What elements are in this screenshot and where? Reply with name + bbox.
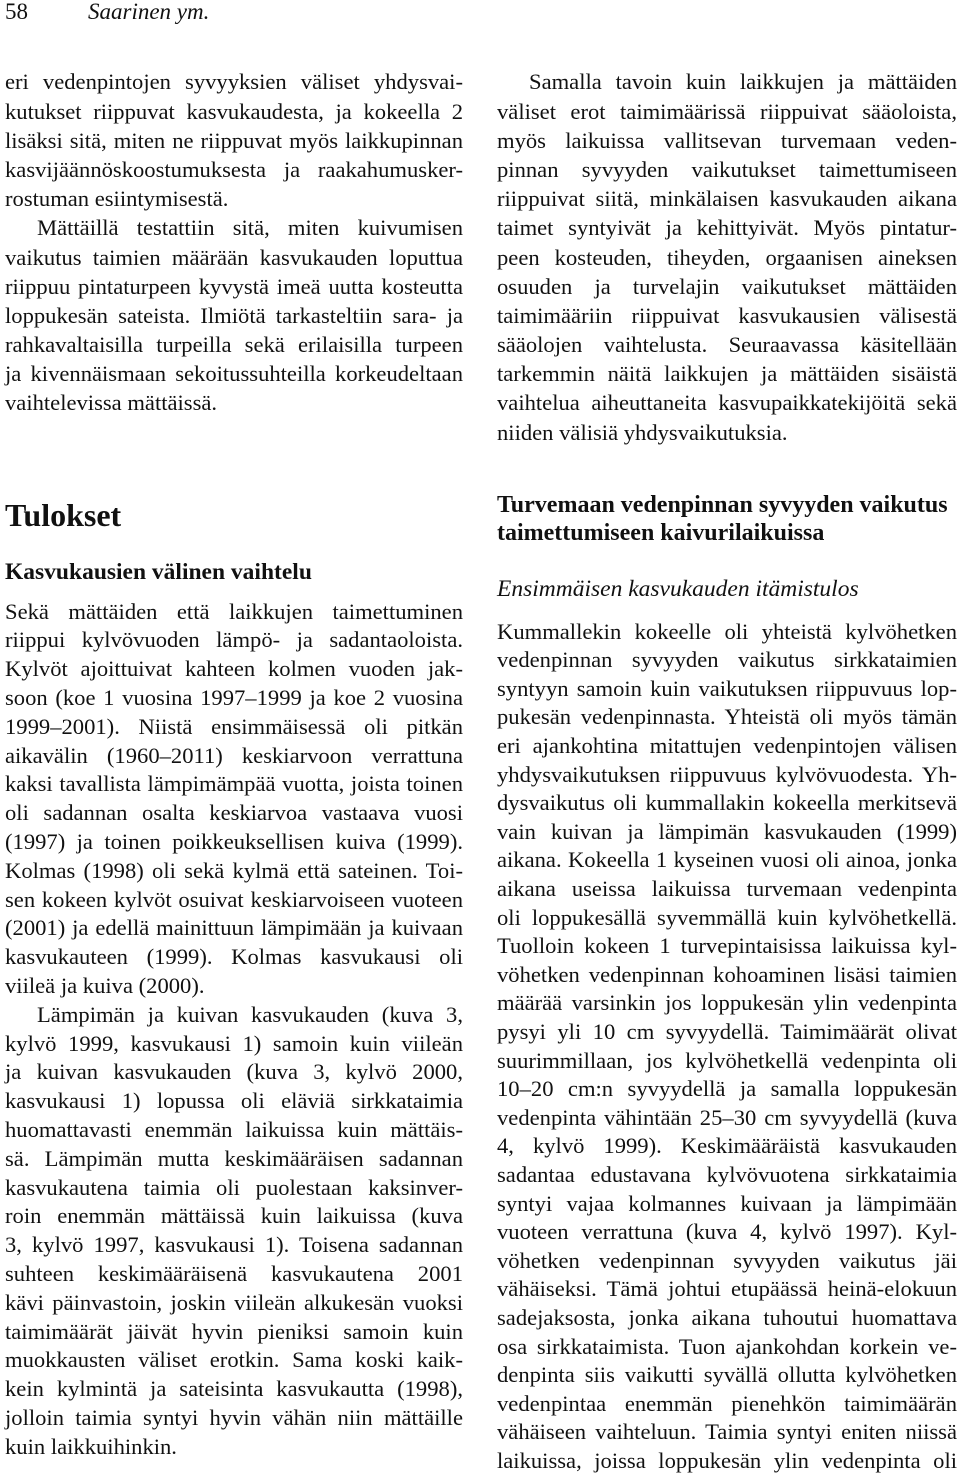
heading-line: taimettumiseen kaivurilaikuissa — [497, 520, 825, 546]
paragraph — [5, 1001, 463, 1462]
text-line: 1999–2001). Niistä ensimmäisessä oli pitkän — [5, 713, 463, 739]
running-title: Saarinen ym. — [88, 0, 210, 24]
text-line: vöhetken vedenpinnan syvyyden vaikutus jäi — [497, 1247, 957, 1273]
text-line: Lämpimän ja kuivan kasvukauden (kuva 3, — [37, 1001, 463, 1027]
text-line: jolloin taimia syntyi hyvin vähän niin mättäille — [5, 1404, 463, 1430]
paragraph — [5, 67, 463, 213]
text-line: niiden välisiä yhdysvaikutuksia. — [497, 419, 788, 445]
text-line: riippui kylvövuoden lämpö- ja sadantaoloista. — [5, 627, 463, 653]
text-line: kasvukautena taimia oli puolestaan kaksinver- — [5, 1174, 463, 1200]
text-line: kasvijäännöskoostumuksesta ja raakahumusker- — [5, 156, 463, 182]
text-line: vaikutus taimien määrään kasvukauden loputtua — [5, 244, 463, 270]
text-line: kaksi tavallista lämpimämpää vuotta, joista toinen — [5, 771, 463, 797]
text-line: vöhetken vedenpinnan kohoaminen lisäsi taimien — [497, 961, 957, 987]
text-line: kylvö 1999, kasvukausi 1) samoin kuin viileän — [5, 1030, 463, 1056]
text-line: aikana useissa laikuissa turvemaan vedenpinta — [497, 876, 957, 902]
subsubsection-heading: Ensimmäisen kasvukauden itämistulos — [497, 576, 859, 602]
text-line: Kummallekin kokeelle oli yhteistä kylvöhetken — [497, 618, 957, 644]
text-line: sen kokeen kylvöt osuivat keskiarvoiseen vuoteen — [5, 886, 463, 912]
text-line: suhteen keskimääräisenä kasvukautena 2001 — [5, 1260, 463, 1286]
text-line: lisäksi sitä, miten ne riippuvat myös laikkupinnan — [5, 127, 463, 153]
text-line: rahkavaltaisilla turpeilla sekä erilaisilla turpeen — [5, 332, 463, 358]
text-line: väliset erot taimimäärissä riippuivat sääoloista, — [497, 98, 957, 124]
paragraph — [497, 67, 957, 446]
right-column-body — [497, 618, 957, 1476]
text-line: osuuden ja turvelajin vaikutukset mättäiden — [497, 273, 957, 299]
left-column-intro — [5, 67, 463, 417]
text-line: laikuissa, joissa loppukesän ylin vedenpinta oli — [497, 1447, 957, 1473]
text-line: kein kylmintä ja sateisinta kasvukautta (1998), — [5, 1376, 463, 1402]
left-column-body — [5, 598, 463, 1462]
text-line: vedenpinnan syvyyden vaikutus sirkkataimien — [497, 647, 957, 673]
text-line: kasvukausi 1) lopussa oli eläviä sirkkataimia — [5, 1088, 463, 1114]
text-line: denpinta siis vaikutti syvällä ollutta kylvöhetken — [497, 1362, 957, 1388]
text-line: taimimääriin riippuivat kasvukausien välisestä — [497, 302, 957, 328]
text-line: taimimäärät jäivät hyvin pieniksi samoin kuin — [5, 1318, 463, 1344]
text-line: loppukesän sateista. Ilmiötä tarkasteltiin sara- ja — [5, 302, 463, 328]
text-line: rostuman esiintymisestä. — [5, 186, 229, 212]
text-line: yhdysvaikutuksen riippuvuus kylvövuodesta. Yh- — [497, 761, 957, 787]
text-line: aikana. Kokeella 1 kyseinen vuosi oli ainoa, jonka — [497, 847, 957, 873]
text-line: syntyi vajaa kolmannes kuivaan ja lämpimään — [497, 1190, 957, 1216]
text-line: pysyi yli 10 cm syvyydellä. Taimimäärät olivat — [497, 1019, 957, 1044]
text-line: vain kuivan ja lämpimän kasvukauden (1999) — [497, 818, 957, 844]
text-line: Tuolloin kokeen 1 turvepintaisissa laikuissa kyl- — [497, 933, 957, 959]
text-line: dysvaikutus oli kummallakin kokeella merkitsevä — [497, 790, 957, 816]
text-line: vähäiseen vaihteluun. Taimia syntyi eniten niissä — [497, 1419, 957, 1445]
text-line: riippuu pintaturpeen kyvystä imeä uutta kosteutta — [5, 273, 463, 299]
text-line: huomattavasti enemmän laikuissa kuin mättäis- — [5, 1116, 463, 1142]
text-line: 4, kylvö 1999). Keskimääräistä kasvukauden — [497, 1133, 957, 1159]
text-line: ja kivennäismaan sekoitussuhteilla korkeudeltaan — [5, 361, 463, 387]
text-line: pinnan syvyyden vaikutukset taimettumiseen — [497, 156, 957, 182]
text-line: muokkausten väliset erotkin. Sama koski kaik- — [5, 1347, 463, 1373]
paragraph — [497, 618, 957, 1476]
text-line: taimet syntyivät ja kehittyivät. Myös pintatur- — [497, 215, 957, 241]
text-line: Kylvöt ajoittuivat kahteen kolmen vuoden jak- — [5, 656, 463, 682]
text-line: sadejaksosta, jonka aikana tuhoutui huomattava — [497, 1304, 957, 1330]
text-line: vaihtelua aiheuttaneita kasvupaikkatekijöitä sekä — [497, 390, 957, 416]
text-line: vedenpintaa enemmän pienehkön taimimäärän — [497, 1390, 957, 1416]
text-line: suurimmillaan, jos kylvöhetkellä vedenpinta oli — [497, 1047, 957, 1073]
text-line: syntyyn samoin kuin vaikutuksen riippuvuus lop- — [497, 675, 957, 701]
text-line: vaihtelevissa mättäissä. — [5, 390, 218, 416]
text-line: osa sirkkataimista. Tuon ajankohdan korkein ve- — [497, 1333, 957, 1359]
text-line: määrää varsinkin jos loppukesän ylin vedenpinta — [497, 990, 957, 1016]
text-line: kävi päinvastoin, joskin viileän alkukesän vuoksi — [5, 1289, 463, 1315]
subsection-heading — [497, 491, 957, 547]
text-line: roin enemmän mättäissä kuin laikuissa (kuva — [5, 1203, 463, 1229]
heading-line: Turvemaan vedenpinnan syvyyden vaikutus — [497, 492, 948, 518]
text-line: aikavälin (1960–2011) keskiarvoon verrattuna — [5, 742, 463, 768]
text-line: ja kuivan kasvukauden (kuva 3, kylvö 2000, — [5, 1059, 463, 1085]
text-line: kutukset riippuvat kasvukaudesta, ja kokeella 2 — [5, 98, 463, 124]
subsection-heading: Kasvukausien välinen vaihtelu — [5, 559, 312, 585]
text-line: peen kosteuden, tiheyden, orgaanisen aineksen — [497, 244, 957, 270]
text-line: Samalla tavoin kuin laikkujen ja mättäiden — [529, 69, 957, 95]
text-line: vedenpinta vähintään 25–30 cm syvyydellä (kuva — [497, 1104, 957, 1130]
right-column-intro — [497, 67, 957, 446]
text-line: eri ajankohtina mitattujen vedenpintojen välisen — [497, 733, 957, 759]
text-line: pukesän vedenpinnasta. Yhteistä oli myös tämän — [497, 704, 957, 730]
text-line: eri vedenpintojen syvyyksien väliset yhdysvai- — [5, 69, 463, 95]
text-line: 10–20 cm:n syvyydellä ja samalla loppukesän — [497, 1076, 957, 1102]
section-heading: Tulokset — [5, 497, 122, 533]
text-line: kuin laikkuihinkin. — [5, 1433, 177, 1459]
text-line: oli sadannan osalta keskiarvoa vastaava vuosi — [5, 800, 463, 826]
text-line: vuoteen verrattuna (kuva 4, kylvö 1997). Kyl- — [497, 1219, 957, 1245]
text-line: soon (koe 1 vuosina 1997–1999 ja koe 2 vuosina — [5, 684, 463, 710]
page-number: 58 — [5, 0, 28, 24]
text-line: Mättäillä testattiin sitä, miten kuivumisen — [37, 215, 463, 241]
paragraph — [5, 213, 463, 417]
text-line: tarkemmin näitä laikkujen ja mättäiden sisäistä — [497, 361, 957, 387]
text-line: sadantaa edustavana kylvövuotena sirkkataimia — [497, 1161, 957, 1187]
text-line: Sekä mättäiden että laikkujen taimettuminen — [5, 598, 463, 624]
text-line: Kolmas (1998) oli sekä kylmä että sateinen. Toi- — [5, 857, 463, 883]
text-line: sääolojen vaihtelusta. Seuraavassa käsitellään — [497, 332, 957, 358]
text-line: myös laikuissa vallitsevan turvemaan veden- — [497, 127, 957, 153]
text-line: riippuivat siitä, minkälaisen kasvukauden aikana — [497, 186, 957, 212]
text-line: (2001) ja edellä mainittuun lämpimään ja kuivaan — [5, 915, 463, 941]
text-line: 3, kylvö 1997, kasvukausi 1). Toisena sadannan — [5, 1232, 463, 1258]
paragraph — [5, 598, 463, 1001]
text-line: viileä ja kuiva (2000). — [5, 972, 205, 998]
text-line: oli loppukesällä syvemmällä kuin kylvöhetkellä. — [497, 904, 957, 930]
text-line: (1997) ja toinen poikkeuksellisen kuiva (1999). — [5, 828, 463, 854]
text-line: sä. Lämpimän mutta keskimääräisen sadannan — [5, 1145, 463, 1171]
text-line: kasvukauteen (1999). Kolmas kasvukausi oli — [5, 944, 463, 970]
text-line: vähäiseksi. Tämä johtui etupäässä heinä-elokuun — [497, 1276, 957, 1302]
